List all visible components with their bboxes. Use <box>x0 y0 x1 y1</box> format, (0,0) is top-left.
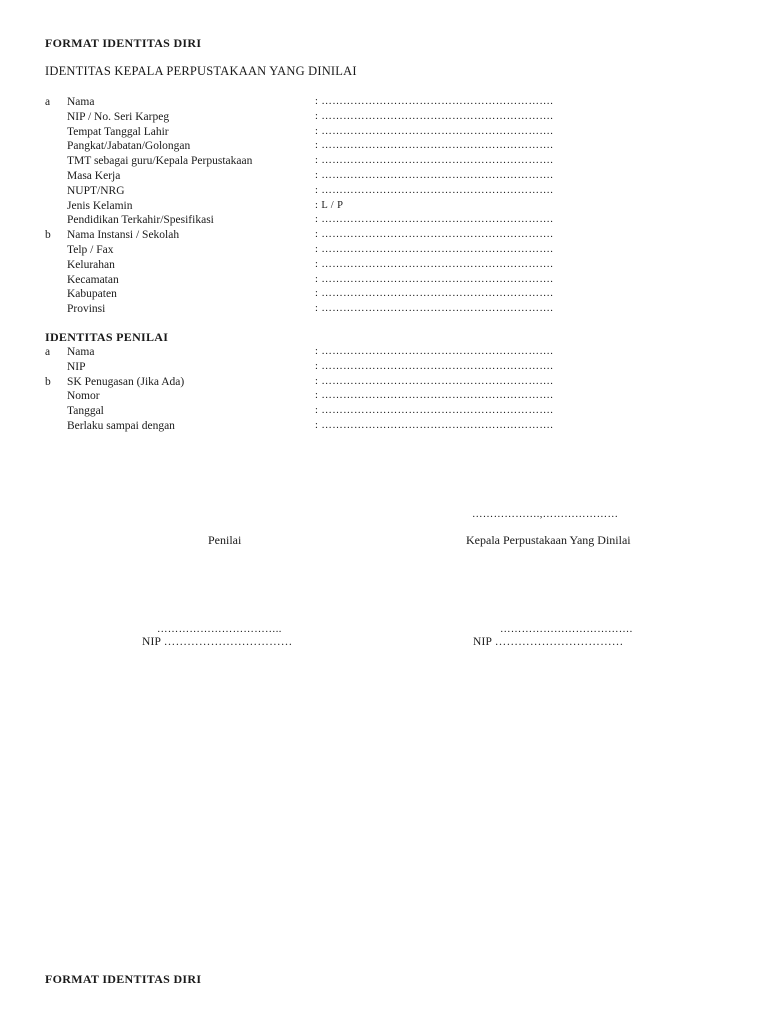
signer-role-kepala: Kepala Perpustakaan Yang Dinilai <box>466 533 631 547</box>
form-row <box>45 389 665 404</box>
field-value-blank: : ………………………………………………………. <box>315 258 554 270</box>
row-marker: a <box>45 346 51 358</box>
kepala-identity-list <box>45 95 665 317</box>
field-value-blank: : ………………………………………………………. <box>315 419 554 431</box>
field-label: Jenis Kelamin <box>67 199 133 212</box>
field-value-blank: : ………………………………………………………. <box>315 346 554 357</box>
form-row <box>45 139 665 154</box>
field-label: Kecamatan <box>67 273 119 286</box>
next-page-title: FORMAT IDENTITAS DIRI <box>45 972 202 986</box>
form-row <box>45 169 665 184</box>
field-label: Kelurahan <box>67 258 115 271</box>
form-row <box>45 199 665 214</box>
row-marker: b <box>45 375 51 388</box>
form-row <box>45 375 665 390</box>
row-marker: b <box>45 229 51 242</box>
field-label: SK Penugasan (Jika Ada) <box>67 375 185 388</box>
signer-name-line-penilai: …………………………….. <box>157 624 282 635</box>
form-row <box>45 110 665 125</box>
field-value-blank: : L / P <box>315 199 344 211</box>
field-value-blank: : ………………………………………………………. <box>315 243 554 255</box>
form-row <box>45 154 665 169</box>
field-label: Nama <box>67 346 95 358</box>
field-label: Kabupaten <box>67 288 117 301</box>
form-row <box>45 360 665 375</box>
field-value-blank: : ………………………………………………………. <box>315 110 554 122</box>
field-label: NIP <box>67 360 86 373</box>
field-value-blank: : ………………………………………………………. <box>315 169 554 181</box>
form-row <box>45 213 665 228</box>
signer-role-penilai: Penilai <box>208 533 242 547</box>
penilai-identity-list <box>45 345 665 434</box>
field-value-blank: : ………………………………………………………. <box>315 125 554 137</box>
form-row <box>45 228 665 243</box>
form-row <box>45 258 665 273</box>
field-label: Nomor <box>67 390 100 403</box>
form-row <box>45 345 665 360</box>
form-row <box>45 95 665 110</box>
form-row <box>45 404 665 419</box>
field-value-blank: : ………………………………………………………. <box>315 288 554 300</box>
form-row <box>45 243 665 258</box>
field-value-blank: : ………………………………………………………. <box>315 360 554 372</box>
field-label: Tempat Tanggal Lahir <box>67 125 169 138</box>
field-label: Pendidikan Terkahir/Spesifikasi <box>67 214 214 227</box>
field-value-blank: : ………………………………………………………. <box>315 390 554 402</box>
field-label: Nama <box>67 96 95 108</box>
form-row <box>45 419 665 434</box>
field-label: Berlaku sampai dengan <box>67 419 175 432</box>
field-value-blank: : ………………………………………………………. <box>315 229 554 241</box>
field-label: Pangkat/Jabatan/Golongan <box>67 140 191 153</box>
section-title-penilai: IDENTITAS PENILAI <box>45 330 169 344</box>
field-value-blank: : ………………………………………………………. <box>315 155 554 167</box>
field-value-blank: : ………………………………………………………. <box>315 96 554 107</box>
signer-name-line-kepala: ………………………………. <box>500 624 633 635</box>
field-value-blank: : ………………………………………………………. <box>315 140 554 152</box>
form-row <box>45 273 665 288</box>
field-value-blank: : ………………………………………………………. <box>315 375 554 387</box>
field-label: Provinsi <box>67 303 106 316</box>
signer-nip-kepala: NIP …………………………… <box>473 636 624 648</box>
signer-nip-penilai: NIP …………………………… <box>142 636 293 648</box>
field-value-blank: : ………………………………………………………. <box>315 273 554 285</box>
field-value-blank: : ………………………………………………………. <box>315 405 554 417</box>
section-title-kepala: IDENTITAS KEPALA PERPUSTAKAAN YANG DINILAI <box>45 64 357 78</box>
form-row <box>45 302 665 317</box>
form-row <box>45 125 665 140</box>
form-row <box>45 184 665 199</box>
field-label: Masa Kerja <box>67 169 121 182</box>
field-label: TMT sebagai guru/Kepala Perpustakaan <box>67 155 253 168</box>
field-value-blank: : ………………………………………………………. <box>315 214 554 226</box>
form-row <box>45 287 665 302</box>
place-date-line: ……………….,………………… <box>472 509 619 520</box>
field-value-blank: : ………………………………………………………. <box>315 184 554 196</box>
row-marker: a <box>45 96 51 108</box>
field-label: NIP / No. Seri Karpeg <box>67 110 170 123</box>
field-label: Tanggal <box>67 405 104 418</box>
field-label: Telp / Fax <box>67 243 114 256</box>
field-label: Nama Instansi / Sekolah <box>67 229 180 242</box>
document-title: FORMAT IDENTITAS DIRI <box>45 36 202 50</box>
field-label: NUPT/NRG <box>67 184 125 197</box>
field-value-blank: : ………………………………………………………. <box>315 303 554 315</box>
